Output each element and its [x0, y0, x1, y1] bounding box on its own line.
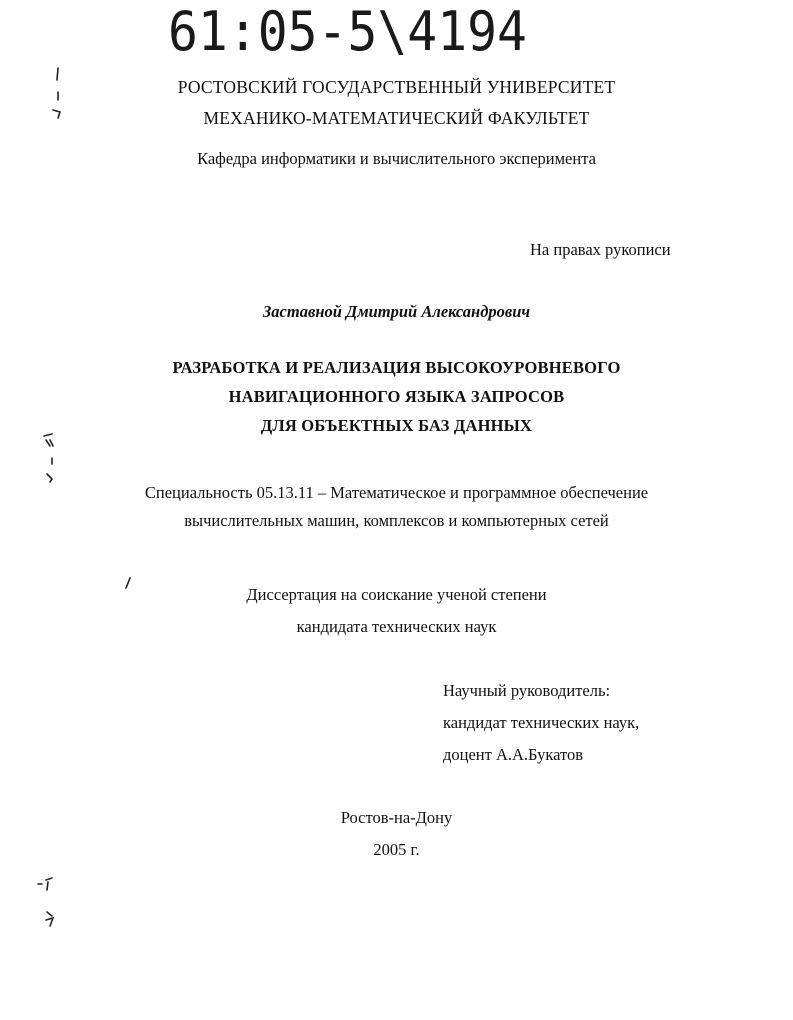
advisor-label: Научный руководитель:	[443, 681, 611, 700]
margin-tick-mark	[38, 878, 52, 890]
city: Ростов-на-Дону	[340, 808, 453, 827]
author-name: Заставной Дмитрий Александрович	[262, 302, 531, 321]
thesis-title-line-2: НАВИГАЦИОННОГО ЯЗЫКА ЗАПРОСОВ	[228, 387, 565, 406]
university-name: РОСТОВСКИЙ ГОСУДАРСТВЕННЫЙ УНИВЕРСИТЕТ	[177, 77, 616, 97]
thesis-title-line-3: ДЛЯ ОБЪЕКТНЫХ БАЗ ДАННЫХ	[260, 416, 533, 435]
specialty-line-2: вычислительных машин, комплексов и компьютерных сетей	[184, 511, 609, 530]
degree-line-2: кандидата технических наук	[296, 617, 497, 636]
year: 2005 г.	[373, 840, 420, 859]
faculty-name: МЕХАНИКО-МАТЕМАТИЧЕСКИЙ ФАКУЛЬТЕТ	[203, 108, 590, 128]
specialty-line-1: Специальность 05.13.11 – Математическое и программное обеспечение	[144, 483, 649, 502]
margin-tick-mark	[47, 458, 52, 482]
thesis-title-line-1: РАЗРАБОТКА И РЕАЛИЗАЦИЯ ВЫСОКОУРОВНЕВОГО	[172, 358, 621, 377]
margin-tick-mark	[46, 912, 53, 926]
advisor-degree: кандидат технических наук,	[443, 713, 640, 732]
manuscript-note: На правах рукописи	[530, 240, 671, 259]
handwritten-stamp-number: 61:05-5\4194	[168, 0, 527, 63]
department-name: Кафедра информатики и вычислительного эксперимента	[197, 149, 596, 168]
advisor-name: доцент А.А.Букатов	[443, 745, 584, 764]
degree-line-1: Диссертация на соискание ученой степени	[246, 585, 547, 604]
